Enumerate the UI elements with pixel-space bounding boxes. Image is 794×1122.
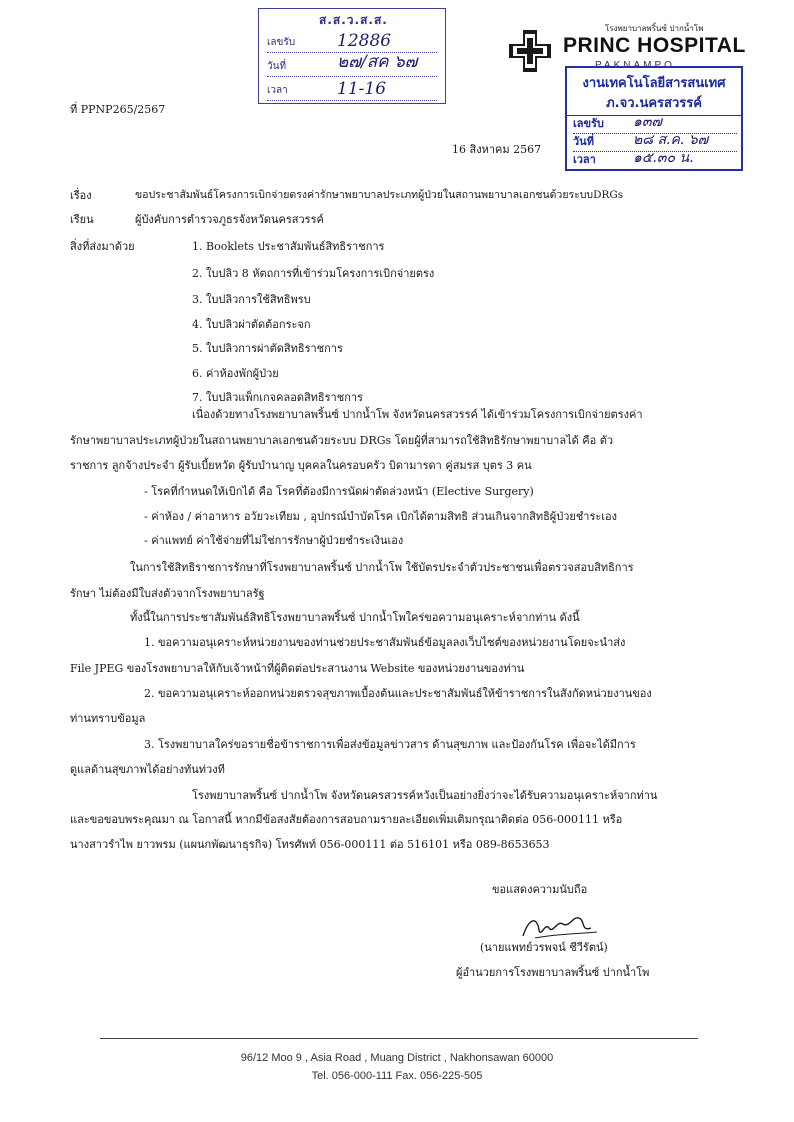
- footer-contact: Tel. 056-000-111 Fax. 056-225-505: [311, 1070, 483, 1082]
- body-line: นางสาวรำไพ ยาวพรม (แผนกพัฒนาธุรกิจ) โทรศัพท์ 056-000111 ต่อ 516101 หรือ 089-8653653: [70, 838, 550, 851]
- enclosure-item: 4. ใบปลิวผ่าตัดต้อกระจก: [192, 318, 311, 331]
- enclosure-item: 2. ใบปลิว 8 หัตถการที่เข้าร่วมโครงการเบิกจ่ายตรง: [192, 267, 435, 280]
- body-line: และขอขอบพระคุณมา ณ โอกาสนี้ หากมีข้อสงสัยต้องการสอบถามรายละเอียดเพิ่มเติมกรุณาติดต่อ 056-000111 หรือ: [70, 813, 623, 826]
- subject-text: ขอประชาสัมพันธ์โครงการเบิกจ่ายตรงค่ารักษาพยาบาลประเภทผู้ป่วยในสถานพยาบาลเอกชนด้วยระบบDRGs: [135, 189, 624, 201]
- enclosure-item: 1. Booklets ประชาสัมพันธ์สิทธิราชการ: [192, 240, 385, 253]
- enclosure-label: สิ่งที่ส่งมาด้วย: [70, 240, 135, 253]
- received-time: 11-16: [337, 79, 387, 99]
- body-line: เนื่องด้วยทางโรงพยาบาลพริ้นซ์ ปากน้ำโพ จังหวัดนครสวรรค์ ได้เข้าร่วมโครงการเบิกจ่ายตรงค่า: [192, 408, 643, 421]
- it-date-label: วันที่: [573, 135, 594, 148]
- it-stamp-line1: งานเทคโนโลยีสารสนเทศ: [582, 76, 726, 91]
- footer-divider: [100, 1038, 698, 1039]
- enclosure-item: 3. ใบปลิวการใช้สิทธิพรบ: [192, 293, 311, 306]
- letter-ref: ที่ PPNP265/2567: [70, 103, 166, 116]
- received-date-row: [267, 52, 437, 77]
- logo-tagline: โรงพยาบาลพริ้นซ์ ปากน้ำโพ: [605, 24, 704, 33]
- received-stamp: [258, 8, 446, 104]
- body-line: ท่านทราบข้อมูล: [70, 712, 146, 725]
- received-time-label: เวลา: [267, 85, 288, 96]
- received-date: ๒๗/สค ๖๗: [337, 52, 418, 72]
- signer-title: ผู้อำนวยการโรงพยาบาลพริ้นซ์ ปากน้ำโพ: [456, 966, 650, 979]
- it-number: ๑๓๗: [633, 114, 662, 130]
- enclosure-item: 7. ใบปลิวแพ็กเกจคลอดสิทธิราชการ: [192, 391, 363, 404]
- to-text: ผู้บังคับการตำรวจภูธรจังหวัดนครสวรรค์: [135, 213, 324, 226]
- received-time-row: [267, 79, 437, 101]
- body-line: 2. ขอความอนุเคราะห์ออกหน่วยตรวจสุขภาพเบื้องต้นและประชาสัมพันธ์ให้ข้าราชการในสังกัดหน่วยงานของ: [144, 687, 652, 700]
- body-line: - โรคที่กำหนดให้เบิกได้ คือ โรคที่ต้องมีการนัดผ่าตัดล่วงหน้า (Elective Surgery): [144, 485, 534, 498]
- enclosure-item: 5. ใบปลิวการผ่าตัดสิทธิราชการ: [192, 342, 343, 355]
- received-stamp-org: ส.ส.ว.ส.ส.: [319, 13, 388, 27]
- footer-address: 96/12 Moo 9 , Asia Road , Muang District , Nakhonsawan 60000: [240, 1052, 554, 1064]
- body-line: ทั้งนี้ในการประชาสัมพันธ์สิทธิโรงพยาบาลพริ้นซ์ ปากน้ำโพใคร่ขอความอนุเคราะห์จากท่าน ดังนี้: [130, 611, 580, 624]
- closing: ขอแสดงความนับถือ: [492, 883, 588, 896]
- body-line: - ค่าห้อง / ค่าอาหาร อวัยวะเทียม , อุปกรณ์บำบัดโรค เบิกได้ตามสิทธิ ส่วนเกินจากสิทธิผู้ป่วยชำระเอง: [144, 510, 618, 523]
- enclosure-item: 6. ค่าห้องพักผู้ป่วย: [192, 367, 279, 380]
- received-number-label: เลขรับ: [267, 37, 296, 48]
- to-label: เรียน: [70, 213, 94, 226]
- body-line: File JPEG ของโรงพยาบาลให้กับเจ้าหน้าที่ผู้ติดต่อประสานงาน Website ของหน่วยงานของท่าน: [70, 662, 525, 675]
- cross-logo-icon: [507, 28, 553, 74]
- logo-name: PRINC HOSPITAL: [563, 34, 746, 57]
- it-time-label: เวลา: [573, 153, 596, 166]
- received-number: 12886: [337, 31, 392, 51]
- body-line: - ค่าแพทย์ ค่าใช้จ่ายที่ไม่ใช่การรักษาผู้ป่วยชำระเงินเอง: [144, 534, 404, 547]
- received-date-label: วันที่: [267, 61, 287, 72]
- body-line: ราชการ ลูกจ้างประจำ ผู้รับเบี้ยหวัด ผู้รับบำนาญ บุคคลในครอบครัว บิดามารดา คู่สมรส บุตร 3 คน: [70, 459, 532, 472]
- body-line: ดูแลด้านสุขภาพได้อย่างทันท่วงที: [70, 763, 225, 776]
- body-line: รักษาพยาบาลประเภทผู้ป่วยในสถานพยาบาลเอกชนด้วยระบบ DRGs โดยผู้ที่สามารถใช้สิทธิรักษาพยาบาลได้ คือ ตัว: [70, 434, 614, 447]
- body-line: 1. ขอความอนุเคราะห์หน่วยงานของท่านช่วยประชาสัมพันธ์ข้อมูลลงเว็บไซต์ของหน่วยงานโดยจะนำส่ง: [144, 636, 626, 649]
- it-number-label: เลขรับ: [573, 117, 604, 130]
- body-line: โรงพยาบาลพริ้นซ์ ปากน้ำโพ จังหวัดนครสวรรค์หวังเป็นอย่างยิ่งว่าจะได้รับความอนุเคราะห์จากท่าน: [192, 789, 658, 802]
- it-stamp-line2: ภ.จว.นครสวรรค์: [567, 92, 741, 116]
- body-line: 3. โรงพยาบาลใคร่ขอรายชื่อข้าราชการเพื่อส่งข้อมูลข่าวสาร ด้านสุขภาพ และป้องกันโรค เพื่อจะได้มีการ: [144, 738, 636, 751]
- body-line: ในการใช้สิทธิราชการรักษาที่โรงพยาบาลพริ้นซ์ ปากน้ำโพ ใช้บัตรประจำตัวประชาชนเพื่อตรวจสอบสิทธิการ: [130, 561, 634, 574]
- it-stamp: [565, 66, 743, 171]
- it-date: ๒๘ ส.ค. ๖๗: [633, 132, 709, 148]
- letter-date: 16 สิงหาคม 2567: [452, 143, 542, 156]
- signer-name: (นายแพทย์วรพจน์ ชีวีรัตน์): [480, 941, 608, 954]
- it-time: ๑๕.๓๐ น.: [633, 150, 694, 166]
- it-time-row: [573, 152, 737, 170]
- body-line: รักษา ไม่ต้องมีใบส่งตัวจากโรงพยาบาลรัฐ: [70, 587, 265, 600]
- subject-label: เรื่อง: [70, 189, 92, 202]
